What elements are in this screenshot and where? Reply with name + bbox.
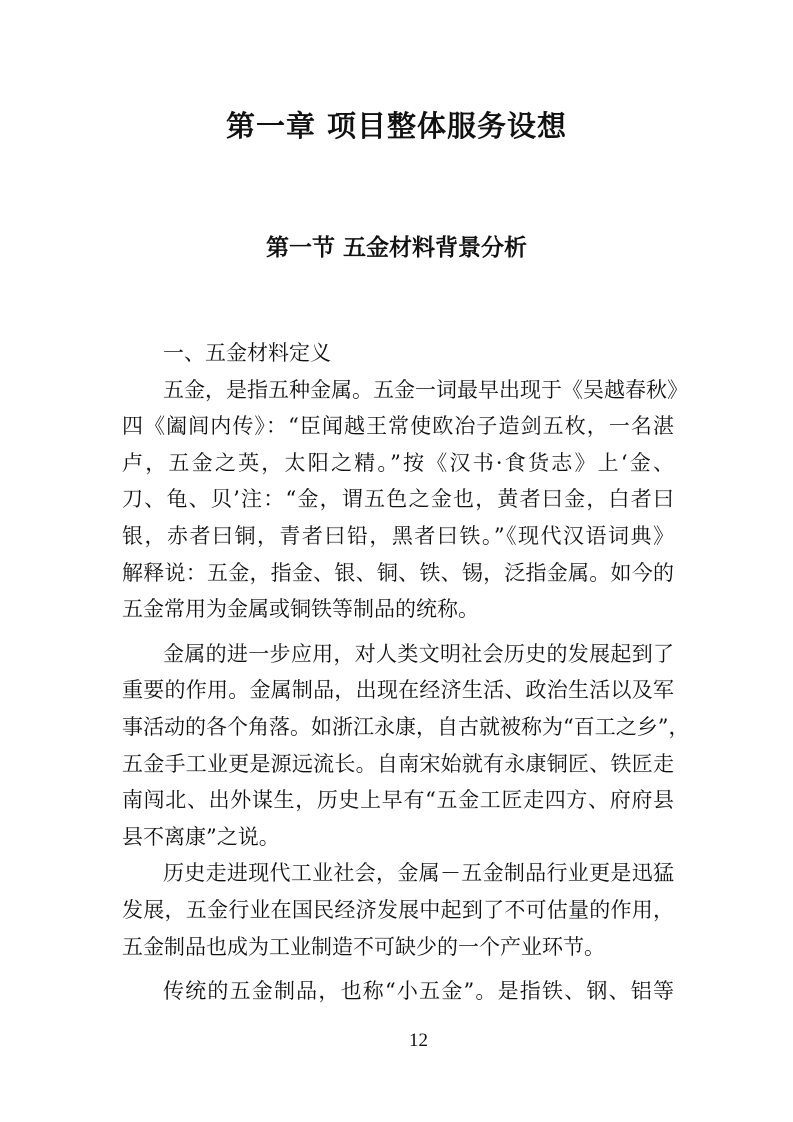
text-line: 传统的五金制品，也称“小五金”。是指铁、钢、铝等 [163,979,674,1004]
text-line: 发展，五金行业在国民经济发展中起到了不可估量的作用， [122,897,674,922]
paragraph [122,973,674,1010]
text-line: 卢，五金之英，太阳之精。”按《汉书·食货志》上‘金、 [122,450,674,475]
chapter-title: 第一章 项目整体服务设想 [225,109,568,143]
subheading: 一、五金材料定义 [163,341,331,365]
text-line: 解释说：五金，指金、银、铜、铁、锡，泛指金属。如今的 [122,560,674,585]
text-line: 刀、龟、贝’注：“金，谓五色之金也，黄者曰金，白者曰 [122,487,674,512]
text-line: 五金，是指五种金属。五金一词最早出现于《吴越春秋》 [163,377,688,402]
text-line: 县不离康”之说。 [122,824,280,849]
paragraph [122,855,674,965]
paragraph [122,636,690,856]
paragraph [122,372,688,628]
text-line: 事活动的各个角落。如浙江永康，自古就被称为“百工之乡”， [122,714,690,739]
body-text [122,335,690,1010]
text-line: 重要的作用。金属制品，出现在经济生活、政治生活以及军 [122,678,674,703]
text-line: 四《阖闾内传》：“臣闻越王常使欧冶子造剑五枚，一名湛 [122,414,674,439]
text-line: 五金常用为金属或铜铁等制品的统称。 [122,597,479,622]
text-line: 五金手工业更是源远流长。自南宋始就有永康铜匠、铁匠走 [122,751,674,776]
text-line: 金属的进一步应用，对人类文明社会历史的发展起到了 [163,641,674,666]
page-number: 12 [409,1030,428,1051]
section-title: 第一节 五金材料背景分析 [265,234,527,261]
text-line: 五金制品也成为工业制造不可缺少的一个产业环节。 [122,934,605,959]
text-line: 南闯北、出外谋生，历史上早有“五金工匠走四方、府府县 [122,788,674,813]
text-line: 历史走进现代工业社会，金属－五金制品行业更是迅猛 [163,861,674,886]
text-line: 银，赤者曰铜，青者曰铅，黑者曰铁。”《现代汉语词典》 [122,523,674,548]
